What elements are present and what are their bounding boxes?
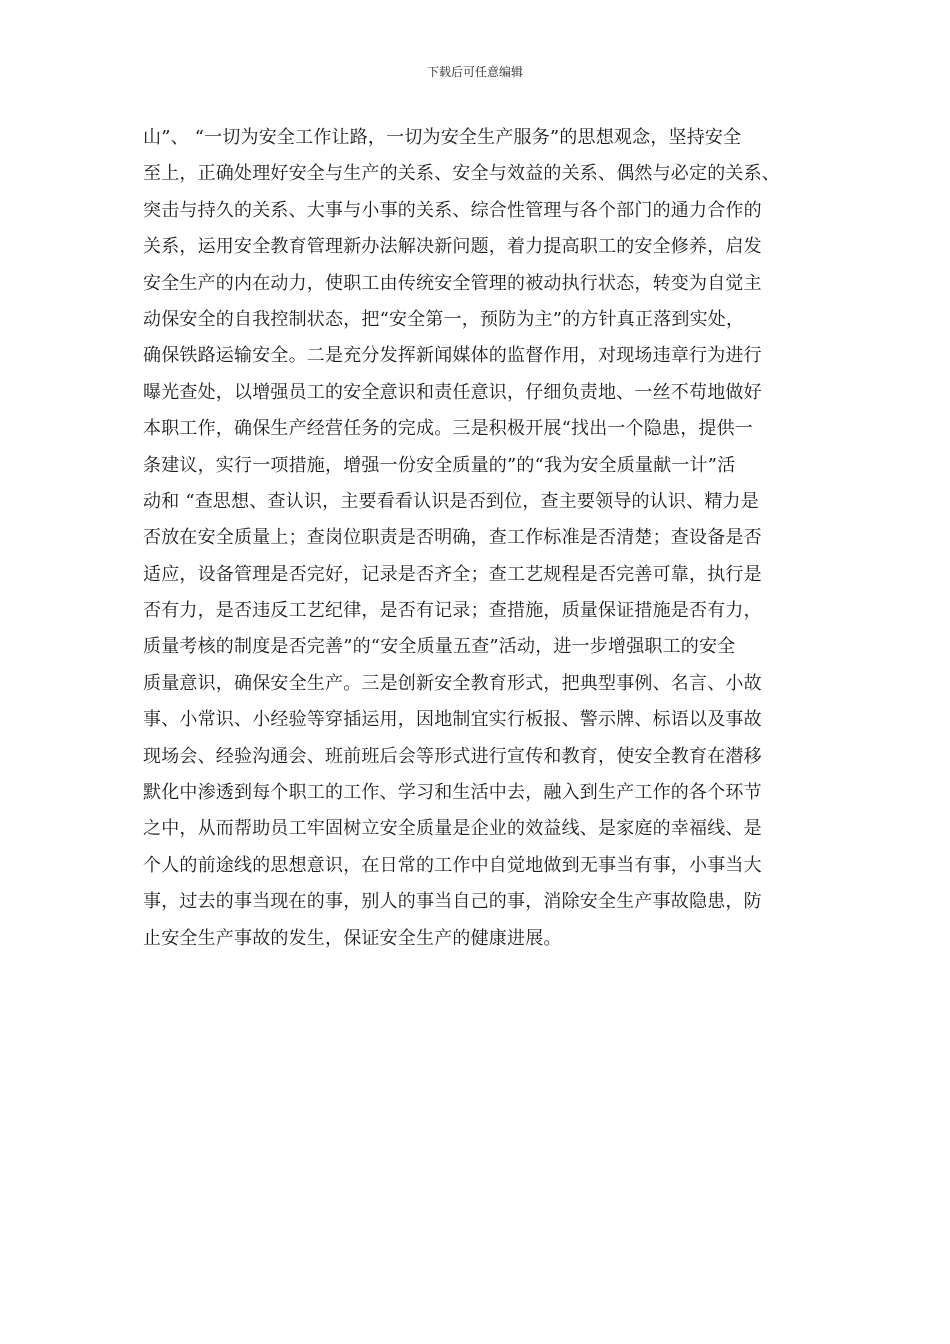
text-line: 山”、 “一切为安全工作让路，一切为安全生产服务”的思想观念，坚持安全 xyxy=(143,127,742,148)
text-line: 本职工作，确保生产经营任务的完成。三是积极开展“找出一个隐患，提供一 xyxy=(143,418,753,440)
text-line: 动保安全的自我控制状态，把“安全第一，预防为主”的方针真正落到实处， xyxy=(143,308,745,330)
text-line: 关系，运用安全教育管理新办法解决新问题，着力提高职工的安全修养，启发 xyxy=(143,236,762,258)
text-line: 确保铁路运输安全。二是充分发挥新闻媒体的监督作用，对现场违章行为进行 xyxy=(143,345,762,367)
text-line: 现场会、经验沟通会、班前班后会等形式进行宣传和教育，使安全教育在潜移 xyxy=(143,745,762,767)
text-line: 否放在安全质量上；查岗位职责是否明确，查工作标准是否清楚；查设备是否 xyxy=(143,527,762,549)
text-line: 安全生产的内在动力，使职工由传统安全管理的被动执行状态，转变为自觉主 xyxy=(143,272,762,294)
page-header: 下载后可任意编辑 xyxy=(426,65,523,79)
text-line: 事、小常识、小经验等穿插运用，因地制宜实行板报、警示牌、标语以及事故 xyxy=(143,709,762,731)
text-line: 之中，从而帮助员工牢固树立安全质量是企业的效益线、是家庭的幸福线、是 xyxy=(143,818,762,840)
text-line: 止安全生产事故的发生，保证安全生产的健康进展。 xyxy=(143,927,562,949)
text-line: 至上，正确处理好安全与生产的关系、安全与效益的关系、偶然与必定的关系、 xyxy=(143,163,780,185)
text-line: 曝光查处，以增强员工的安全意识和责任意识，仔细负责地、一丝不苟地做好 xyxy=(143,381,762,403)
text-line: 条建议，实行一项措施，增强一份安全质量的”的“我为安全质量献一计”活 xyxy=(143,454,736,476)
text-line: 质量考核的制度是否完善”的“安全质量五查”活动，进一步增强职工的安全 xyxy=(143,636,736,658)
text-line: 默化中渗透到每个职工的工作、学习和生活中去，融入到生产工作的各个环节 xyxy=(143,782,762,804)
text-line: 事，过去的事当现在的事，别人的事当自己的事，消除安全生产事故隐患，防 xyxy=(143,891,762,913)
text-line: 个人的前途线的思想意识，在日常的工作中自觉地做到无事当有事，小事当大 xyxy=(143,854,762,876)
text-line: 否有力，是否违反工艺纪律，是否有记录；查措施，质量保证措施是否有力， xyxy=(143,600,762,622)
text-line: 质量意识，确保安全生产。三是创新安全教育形式，把典型事例、名言、小故 xyxy=(143,672,762,694)
text-line: 动和 “查思想、查认识，主要看看认识是否到位，查主要领导的认识、精力是 xyxy=(143,490,759,512)
body-paragraph xyxy=(143,120,823,957)
text-line: 突击与持久的关系、大事与小事的关系、综合性管理与各个部门的通力合作的 xyxy=(143,199,762,221)
text-line: 适应，设备管理是否完好，记录是否齐全；查工艺规程是否完善可靠，执行是 xyxy=(143,563,762,585)
